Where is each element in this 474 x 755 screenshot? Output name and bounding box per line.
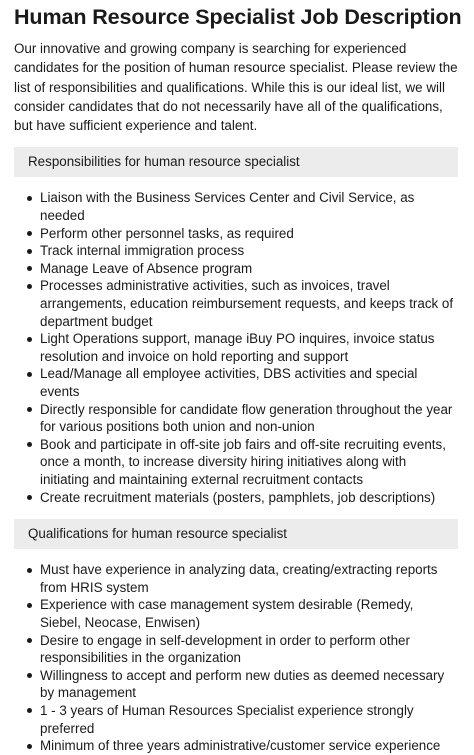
page-title: Human Resource Specialist Job Description [14,5,462,29]
responsibility-item: Processes administrative activities, such as invoices, travel arrangements, education reimbursement requests, and keeps track of department budget [40,277,458,330]
qualification-item: 1 - 3 years of Human Resources Specialist experience strongly preferred [40,702,458,737]
qualification-item: Experience with case management system desirable (Remedy, Siebel, Neocase, Enwisen) [40,596,458,631]
qualification-item: Willingness to accept and perform new duties as deemed necessary by management [40,667,458,702]
qualification-item: Must have experience in analyzing data, creating/extracting reports from HRIS system [40,561,458,596]
responsibilities-section [14,147,458,506]
responsibility-item: Track internal immigration process [40,242,458,260]
responsibilities-heading: Responsibilities for human resource specialist [14,147,458,177]
qualifications-list [14,561,458,755]
responsibility-item: Manage Leave of Absence program [40,260,458,278]
qualifications-heading: Qualifications for human resource specialist [14,519,458,549]
qualifications-section [14,519,458,755]
intro-paragraph: Our innovative and growing company is searching for experienced candidates for the position of human resource specialist. Please review the list of responsibilities and qualifications. While this is our ideal list, we will consider candidates that do not necessarily have all of the qualifications, but have sufficient experience and talent. [14,41,458,134]
responsibilities-list [14,189,458,506]
responsibility-item: Book and participate in off-site job fairs and off-site recruiting events, once a month, to increase diversity hiring initiatives along with initiating and maintaining external recruitment contacts [40,436,458,489]
responsibility-item: Create recruitment materials (posters, pamphlets, job descriptions) [40,489,458,507]
responsibility-item: Perform other personnel tasks, as required [40,225,458,243]
responsibility-item: Liaison with the Business Services Center and Civil Service, as needed [40,189,458,224]
qualification-item: Minimum of three years administrative/customer service experience [40,737,458,755]
qualification-item: Desire to engage in self-development in order to perform other responsibilities in the organization [40,632,458,667]
responsibility-item: Lead/Manage all employee activities, DBS activities and special events [40,365,458,400]
responsibility-item: Light Operations support, manage iBuy PO inquires, invoice status resolution and invoice on hold reporting and support [40,330,458,365]
responsibility-item: Directly responsible for candidate flow generation throughout the year for various positions both union and non-union [40,401,458,436]
